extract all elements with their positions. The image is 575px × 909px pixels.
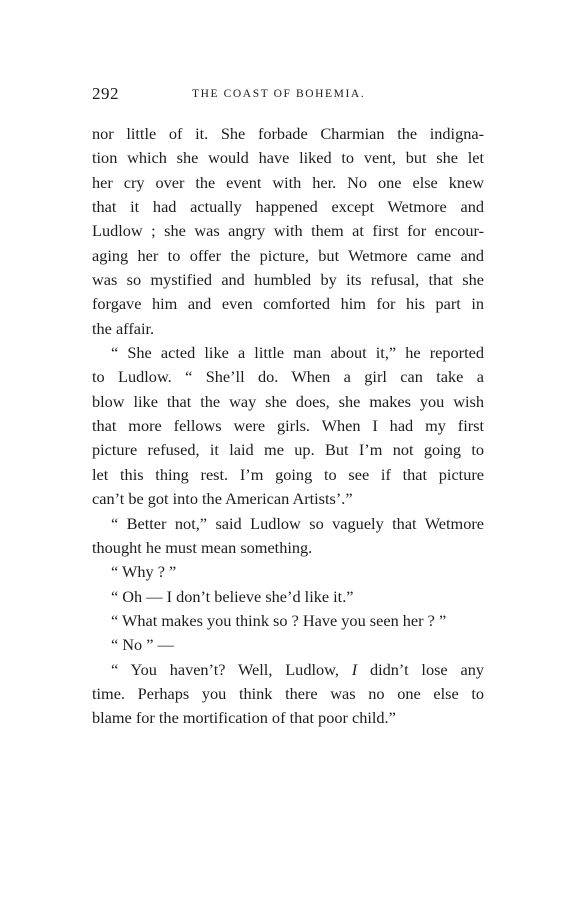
emphasis: I: [351, 659, 358, 679]
text-line: nor little of it. She forbade Charmian the indigna-: [92, 124, 484, 143]
text-line: to Ludlow. “ She’ll do. When a girl can take a: [92, 367, 484, 387]
text-line: can’t be got into the American Artists’.”: [92, 489, 353, 509]
text-segment: didn’t lose any: [357, 659, 484, 679]
text-line: “ Better not,” said Ludlow so vaguely that Wetmore: [111, 513, 484, 533]
text-line: forgave him and even comforted him for his part in: [92, 294, 484, 314]
text-line: “ She acted like a little man about it,” he reported: [111, 343, 484, 363]
text-line: picture refused, it laid me up. But I’m not going to: [92, 440, 484, 460]
text-line: time. Perhaps you think there was no one else to: [92, 683, 484, 703]
text-line: that more fellows were girls. When I had my first: [92, 416, 484, 436]
text-line: Ludlow ; she was angry with them at first for encour-: [92, 221, 484, 241]
text-line: “ No ” —: [111, 635, 174, 655]
running-title: THE COAST OF BOHEMIA.: [192, 88, 366, 100]
text-segment: “ You haven’t? Well, Ludlow,: [111, 659, 352, 679]
page-header: [92, 84, 484, 108]
text-line: “ Oh — I don’t believe she’d like it.”: [111, 586, 354, 606]
text-line: blow like that the way she does, she makes you wish: [92, 391, 484, 411]
text-line: was so mystified and humbled by its refusal, that she: [92, 270, 484, 290]
text-line: “ Why ? ”: [111, 562, 177, 582]
text-line: blame for the mortification of that poor child.”: [92, 708, 396, 728]
body-text: [92, 122, 484, 731]
text-line: the affair.: [92, 318, 155, 338]
text-line: aging her to offer the picture, but Wetmore came and: [92, 245, 484, 265]
text-line: that it had actually happened except Wetmore and: [92, 197, 484, 217]
text-line: thought he must mean something.: [92, 537, 313, 557]
text-line: [92, 658, 484, 682]
text-line: “ What makes you think so ? Have you seen her ? ”: [111, 610, 447, 630]
page-number: 292: [92, 84, 119, 103]
text-line: her cry over the event with her. No one else knew: [92, 172, 484, 192]
text-line: tion which she would have liked to vent, but she let: [92, 148, 484, 168]
text-line: let this thing rest. I’m going to see if that picture: [92, 464, 484, 484]
